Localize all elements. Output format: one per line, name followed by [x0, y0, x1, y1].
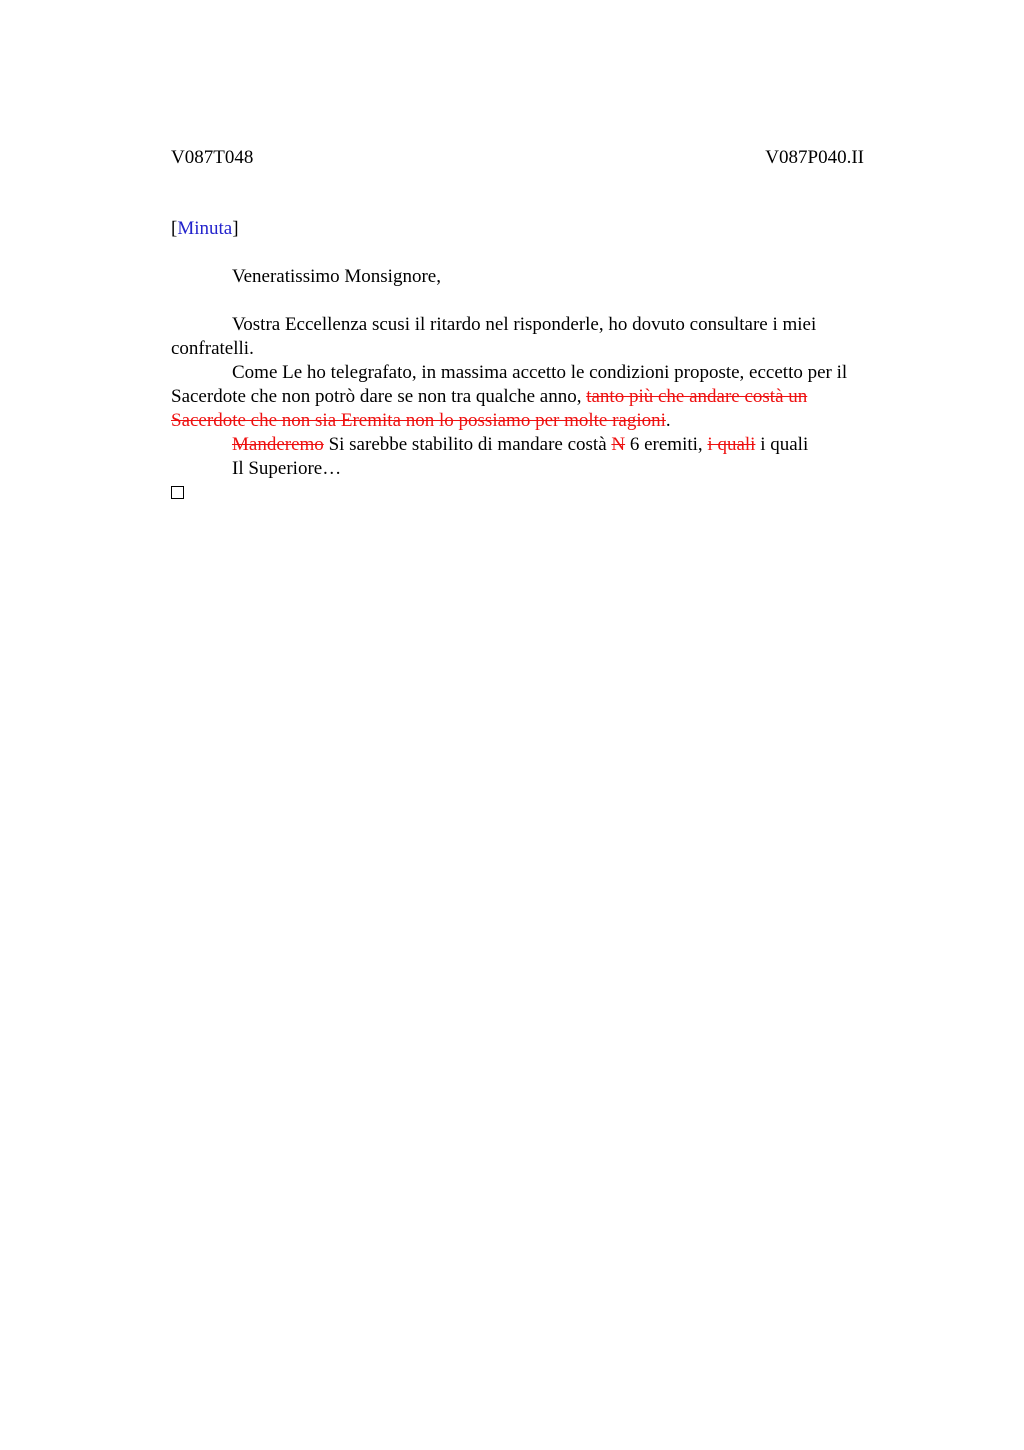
- paragraph-3-text: i quali: [755, 434, 809, 455]
- document-code-right: V087P040.II: [765, 147, 864, 168]
- paragraph-3-text: 6 eremiti,: [625, 434, 708, 455]
- paragraph-3-line-1: [171, 433, 906, 457]
- paragraph-2-line-2: [171, 385, 906, 409]
- paragraph-1-line-2: confratelli.: [171, 338, 254, 359]
- paragraph-2-line-1: Come Le ho telegrafato, in massima accetto le condizioni proposte, eccetto per il: [232, 362, 848, 383]
- minuta-link-text: Minuta: [177, 218, 233, 239]
- deleted-text: i quali: [707, 434, 756, 455]
- document-header: [171, 146, 864, 172]
- paragraph-2-period: .: [665, 410, 671, 431]
- paragraph-1-line-1: Vostra Eccellenza scusi il ritardo nel risponderle, ho dovuto consultare i miei: [232, 314, 817, 335]
- salutation: Veneratissimo Monsignore,: [232, 266, 441, 287]
- minuta-label: [171, 217, 906, 241]
- paragraph-2-text: Sacerdote che non potrò dare se non tra qualche anno,: [171, 386, 587, 407]
- checkbox-row: [171, 481, 906, 505]
- paragraph-2-line-3: [171, 409, 906, 433]
- bracket-close: ]: [232, 218, 239, 239]
- document-code-left: V087T048: [171, 147, 254, 168]
- paragraph-3-text: Si sarebbe stabilito di mandare costà: [323, 434, 612, 455]
- deleted-text: tanto più che andare costà un: [586, 386, 808, 407]
- deleted-text: N: [611, 434, 626, 455]
- bracket-open: [: [171, 218, 178, 239]
- letter-body: [171, 217, 906, 505]
- checkbox-square-icon: [171, 486, 184, 499]
- closing-signature: Il Superiore…: [232, 458, 342, 479]
- deleted-text: Sacerdote che non sia Eremita non lo possiamo per molte ragioni: [171, 410, 666, 431]
- deleted-text: Manderemo: [232, 434, 324, 455]
